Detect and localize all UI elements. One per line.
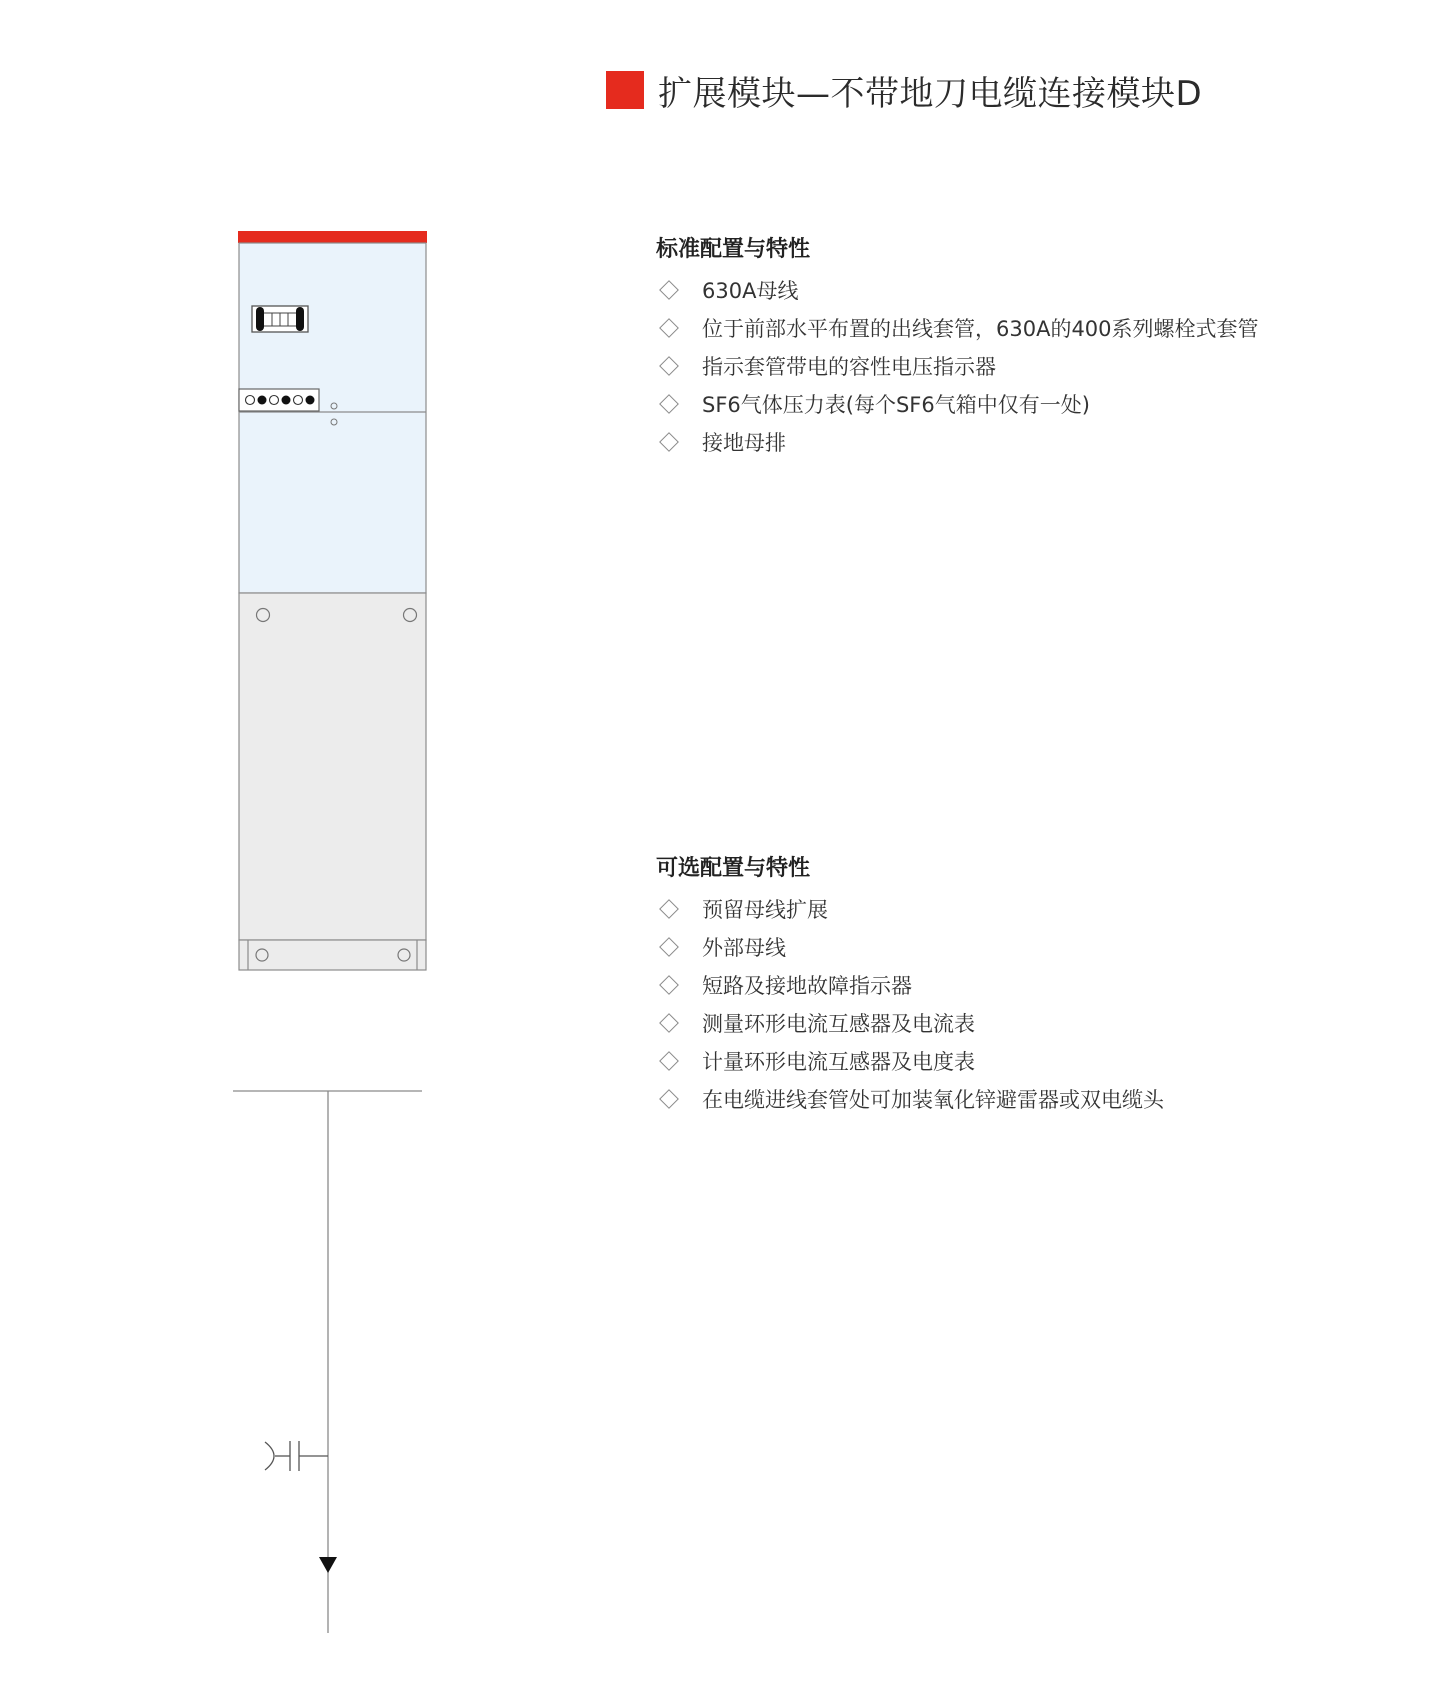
- title-text: 扩展模块—不带地刀电缆连接模块D: [658, 73, 1203, 114]
- list-item-text: 在电缆进线套管处可加装氧化锌避雷器或双电缆头: [702, 1088, 1164, 1112]
- cabinet-lower-panel: [239, 593, 426, 940]
- list-item-text: 测量环形电流互感器及电流表: [702, 1012, 975, 1036]
- voltage-indicator-icon: [252, 306, 308, 332]
- list-item-text: 630A母线: [702, 279, 799, 303]
- list-item-text: 接地母排: [702, 431, 786, 455]
- list-item-text: SF6气体压力表(每个SF6气箱中仅有一处): [702, 393, 1090, 417]
- list-item-text: 短路及接地故障指示器: [702, 974, 912, 998]
- list-item-text: 计量环形电流互感器及电度表: [702, 1050, 975, 1074]
- capacitive-divider-icon: [265, 1441, 328, 1471]
- list-item-text: 指示套管带电的容性电压指示器: [702, 355, 996, 379]
- list-item-text: 外部母线: [702, 936, 786, 960]
- standard-config-heading: 标准配置与特性: [656, 237, 811, 262]
- cabinet-upper-panel: [239, 243, 426, 593]
- cabinet-top-strip: [238, 231, 427, 243]
- cabinet-front-view: [238, 231, 427, 970]
- list-item-text: 预留母线扩展: [702, 898, 828, 922]
- optional-config-heading: 可选配置与特性: [656, 856, 811, 881]
- single-line-diagram: [233, 1091, 422, 1633]
- indicator-lamps-icon: [239, 389, 319, 411]
- cable-termination-arrow-icon: [319, 1557, 337, 1573]
- list-item-text: 位于前部水平布置的出线套管，630A的400系列螺栓式套管: [702, 317, 1259, 341]
